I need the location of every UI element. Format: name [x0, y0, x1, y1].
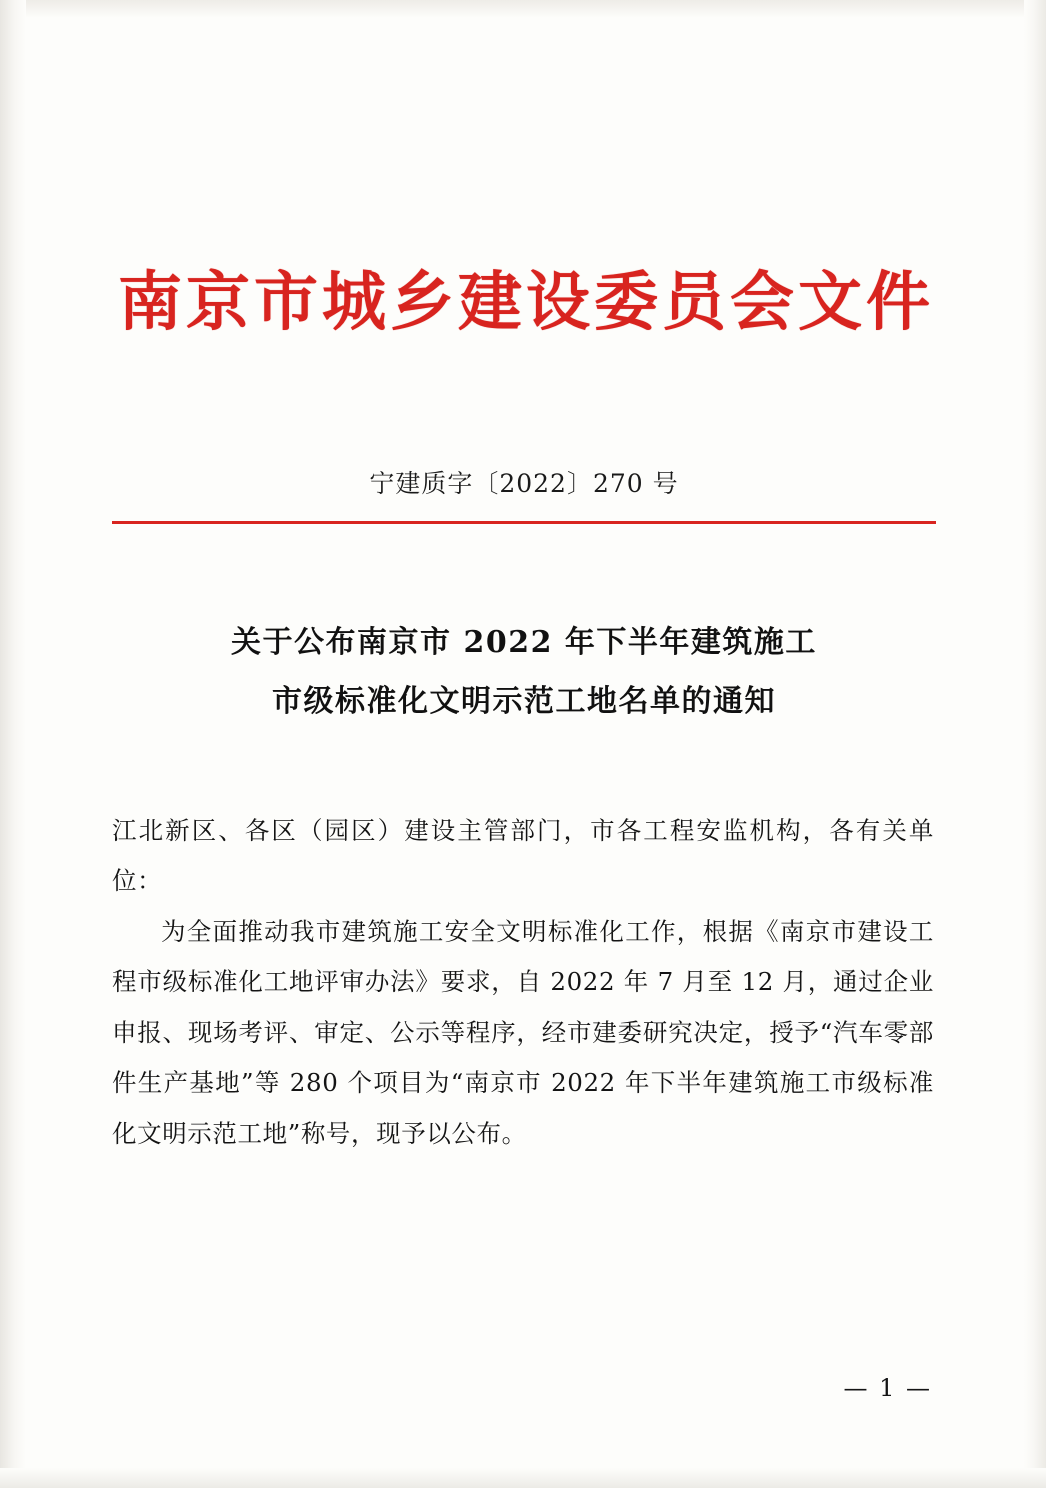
red-divider-rule: [112, 521, 936, 524]
document-number: 宁建质字〔2022〕270 号: [369, 469, 679, 498]
recipient-line: 江北新区、各区（园区）建设主管部门，市各工程安监机构，各有关单位：: [112, 816, 934, 896]
body-paragraph-1: 为全面推动我市建筑施工安全文明标准化工作，根据《南京市建设工程市级标准化工地评审办法》要求，自 2022 年 7 月至 12 月，通过企业申报、现场考评、审定、公示等程序，经市建委研究决定，授予“汽车零部件生产基地”等 280 个项目为“南京市 2022 年下半年建筑施工市级标准化文明示范工地”称号，现予以公布。: [112, 916, 934, 1148]
page-number: — 1 —: [843, 1374, 932, 1402]
page-title-line-1: 关于公布南京市 2022 年下半年建筑施工: [231, 625, 817, 660]
page-title-line-2: 市级标准化文明示范工地名单的通知: [272, 683, 776, 719]
document-content: [112, 0, 936, 1488]
document-body: [112, 806, 934, 1159]
document-masthead: 南京市城乡建设委员会文件: [118, 265, 934, 340]
page-title: [112, 614, 936, 731]
paper-edge-left: [0, 0, 26, 1488]
paper-edge-right: [1024, 0, 1046, 1488]
